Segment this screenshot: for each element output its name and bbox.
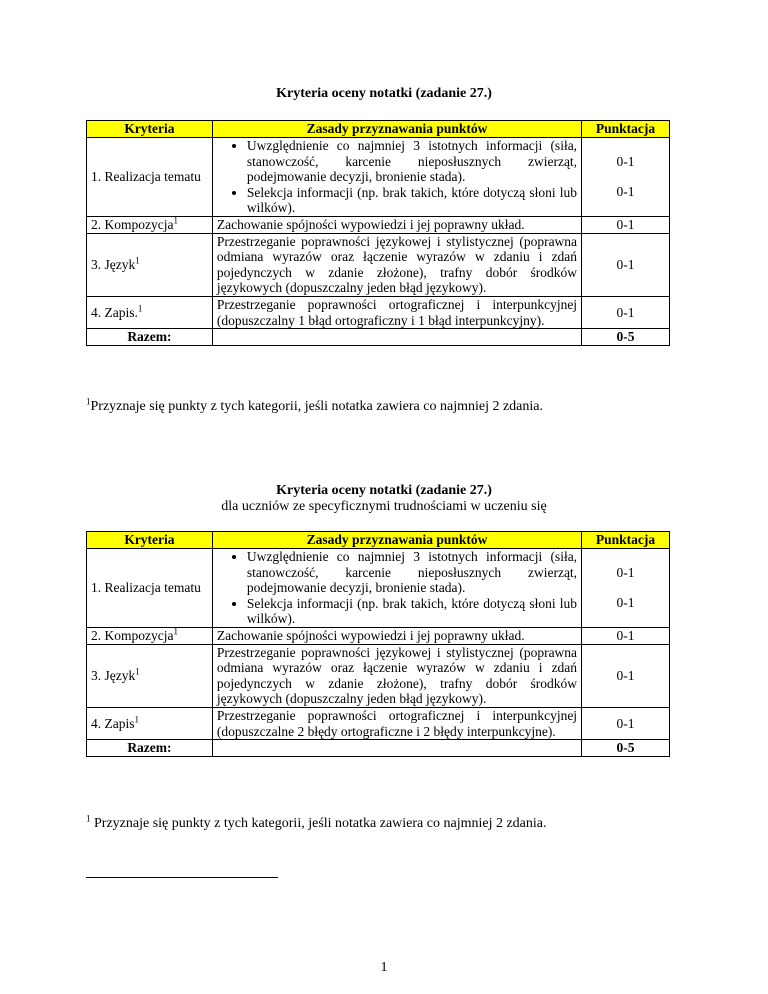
criterion-label: 2. Kompozycja$^1$ (87, 216, 213, 233)
row-total (87, 329, 670, 346)
table-header-row (87, 121, 670, 138)
header-zasady: Zasady przyznawania punktów (212, 532, 581, 549)
header-punktacja: Punktacja (582, 121, 670, 138)
row-zapis (87, 707, 670, 739)
criterion-points (582, 549, 670, 628)
criterion-label: 1. Realizacja tematu (87, 549, 213, 628)
criterion-label: 4. Zapis.$^1$ (87, 296, 213, 328)
points-value: 0-1 (616, 594, 635, 610)
footnote-mark: 1 (137, 303, 143, 314)
footnote-mark: 1 (135, 666, 140, 677)
footnote-2: $^1$ Przyznaje się punkty z tych kategorii, jeśli notatka zawiera co najmniej 2 zdania. (86, 813, 547, 831)
total-label: Razem: (87, 329, 213, 346)
criterion-rule: Zachowanie spójności wypowiedzi i jej poprawny układ. (212, 216, 581, 233)
footnote-separator (86, 877, 278, 878)
criterion-rules (212, 549, 581, 628)
total-label: Razem: (87, 740, 213, 757)
rule-bullet: • Selekcja informacji (np. brak takich, które dotyczą słoni lub wilków). (247, 185, 577, 216)
criterion-label: 3. Język$^1$ (87, 233, 213, 296)
criteria-table-1 (86, 120, 670, 346)
criterion-points: 0-1 (582, 707, 670, 739)
criterion-points: 0-1 (582, 627, 670, 644)
criterion-rule: Zachowanie spójności wypowiedzi i jej poprawny układ. (212, 627, 581, 644)
total-empty (212, 329, 581, 346)
points-value: 0-1 (616, 154, 635, 170)
section2-title: Kryteria oceny notatki (zadanie 27.) (276, 483, 492, 498)
header-zasady: Zasady przyznawania punktów (212, 121, 581, 138)
rule-bullet: • Uwzględnienie co najmniej 3 istotnych informacji (siła, stanowczość, karcenie nieposłusznych zwierząt, podejmowanie decyzji, bronienie stada). (247, 549, 577, 596)
criterion-points: 0-1 (582, 216, 670, 233)
header-punktacja: Punktacja (582, 532, 670, 549)
criterion-label: 4. Zapis$^1$ (87, 707, 213, 739)
row-jezyk (87, 644, 670, 707)
header-kryteria: Kryteria (87, 532, 213, 549)
row-zapis (87, 296, 670, 328)
criterion-rule: Przestrzeganie poprawności językowej i stylistycznej (poprawna odmiana wyrazów oraz łączenie wyrazów w zdaniu i zdań pojedynczych w zdanie złożone), trafny dobór środków językowych (dopuszczalny jeden błąd językowy). (212, 233, 581, 296)
footnote-mark: 1 (86, 813, 91, 824)
row-kompozycja (87, 627, 670, 644)
rule-bullet: • Selekcja informacji (np. brak takich, które dotyczą słoni lub wilków). (247, 596, 577, 627)
criterion-rules (212, 138, 581, 217)
total-empty (212, 740, 581, 757)
footnote-mark: 1 (173, 626, 178, 637)
rule-bullet: • Uwzględnienie co najmniej 3 istotnych informacji (siła, stanowczość, karcenie nieposłusznych zwierząt, podejmowanie decyzji, bronienie stada). (247, 138, 577, 185)
section2-subtitle: dla uczniów ze specyficznymi trudnościami w uczeniu się (221, 499, 547, 514)
header-kryteria: Kryteria (87, 121, 213, 138)
points-value: 0-1 (616, 183, 635, 199)
row-jezyk (87, 233, 670, 296)
total-points: 0-5 (582, 740, 670, 757)
points-value: 0-1 (616, 565, 635, 581)
criterion-rule: Przestrzeganie poprawności ortograficznej i interpunkcyjnej (dopuszczalny 1 błąd ortograficzny i 1 błąd interpunkcyjny). (212, 296, 581, 328)
section1-title: Kryteria oceny notatki (zadanie 27.) (276, 86, 492, 101)
criterion-label: 1. Realizacja tematu (87, 138, 213, 217)
page-number: 1 (380, 960, 388, 975)
footnote-1: $^1$Przyznaje się punkty z tych kategorii, jeśli notatka zawiera co najmniej 2 zdania. (86, 396, 543, 414)
criterion-points (582, 138, 670, 217)
criterion-points: 0-1 (582, 644, 670, 707)
row-kompozycja (87, 216, 670, 233)
row-realizacja (87, 138, 670, 217)
row-realizacja (87, 549, 670, 628)
criteria-table-2 (86, 531, 670, 757)
criterion-rule: Przestrzeganie poprawności językowej i stylistycznej (poprawna odmiana wyrazów oraz łączenie wyrazów w zdaniu i zdań pojedynczych w zdanie złożone), trafny dobór środków językowych (dopuszczalny jeden błąd językowy). (212, 644, 581, 707)
criterion-points: 0-1 (582, 296, 670, 328)
table-header-row (87, 532, 670, 549)
footnote-mark: 1 (134, 714, 139, 725)
criterion-label: 3. Język$^1$ (87, 644, 213, 707)
footnote-mark: 1 (135, 255, 140, 266)
footnote-mark: 1 (86, 396, 91, 407)
total-points: 0-5 (582, 329, 670, 346)
row-total (87, 740, 670, 757)
criterion-points: 0-1 (582, 233, 670, 296)
criterion-rule: Przestrzeganie poprawności ortograficznej i interpunkcyjnej (dopuszczalne 2 błędy ortograficzne i 2 błędy interpunkcyjne). (212, 707, 581, 739)
footnote-mark: 1 (173, 215, 178, 226)
criterion-label: 2. Kompozycja$^1$ (87, 627, 213, 644)
